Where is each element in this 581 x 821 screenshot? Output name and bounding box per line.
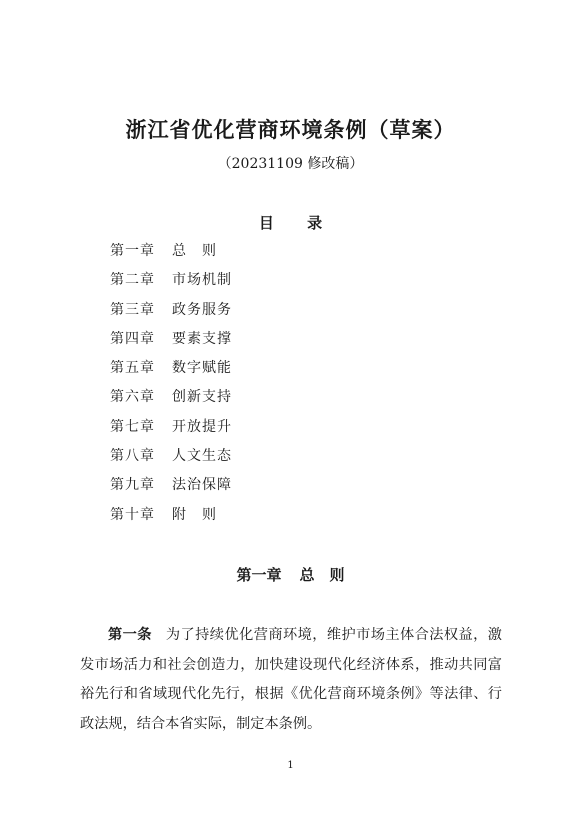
toc-chapter-name: 人文生态 [172, 448, 232, 465]
toc-chapter-name: 数字赋能 [172, 360, 232, 377]
toc-chapter-number: 第九章 [110, 477, 155, 494]
toc-item [110, 505, 232, 534]
toc-chapter-number: 第一章 [110, 243, 155, 259]
toc-item [110, 475, 232, 504]
toc-item [110, 446, 232, 475]
toc-chapter-name: 法治保障 [172, 477, 232, 494]
toc-item [110, 329, 232, 358]
chapter-number: 第一章 [236, 566, 282, 584]
toc-chapter-name: 创新支持 [172, 389, 232, 406]
article-number: 第一条 [108, 627, 152, 643]
toc-chapter-number: 第七章 [110, 418, 155, 435]
toc-item [110, 417, 232, 446]
table-of-contents [110, 241, 232, 534]
page-number: 1 [287, 760, 294, 771]
toc-chapter-name: 开放提升 [172, 418, 232, 435]
toc-item [110, 270, 232, 299]
toc-chapter-number: 第二章 [110, 272, 155, 289]
chapter-name: 总 则 [299, 566, 345, 584]
toc-item [110, 387, 232, 416]
toc-item [110, 241, 232, 270]
toc-chapter-name: 要素支撑 [172, 330, 232, 347]
chapter-heading [0, 564, 581, 585]
toc-chapter-number: 第六章 [110, 389, 155, 406]
toc-chapter-number: 第十章 [110, 506, 155, 523]
toc-chapter-number: 第三章 [110, 301, 155, 318]
toc-item [110, 358, 232, 387]
article-text: 为了持续优化营商环境，维护市场主体合法权益，激发市场活力和社会创造力，加快建设现代化经济体系，推动共同富裕先行和省域现代化先行，根据《优化营商环境条例》等法律、行政法规，结合本省实际，制定本条例。 [80, 627, 502, 732]
toc-chapter-number: 第八章 [110, 448, 155, 465]
toc-item [110, 300, 232, 329]
toc-chapter-number: 第四章 [110, 330, 155, 347]
document-subtitle: （20231109 修改稿） [217, 156, 364, 172]
document-title: 浙江省优化营商环境条例（草案） [125, 118, 456, 142]
article-paragraph [80, 621, 502, 739]
toc-chapter-name: 附 则 [172, 506, 217, 523]
toc-chapter-name: 总 则 [172, 243, 217, 259]
toc-heading: 目 录 [258, 214, 337, 232]
toc-chapter-name: 市场机制 [172, 272, 232, 289]
toc-chapter-number: 第五章 [110, 360, 155, 377]
toc-chapter-name: 政务服务 [172, 301, 232, 318]
